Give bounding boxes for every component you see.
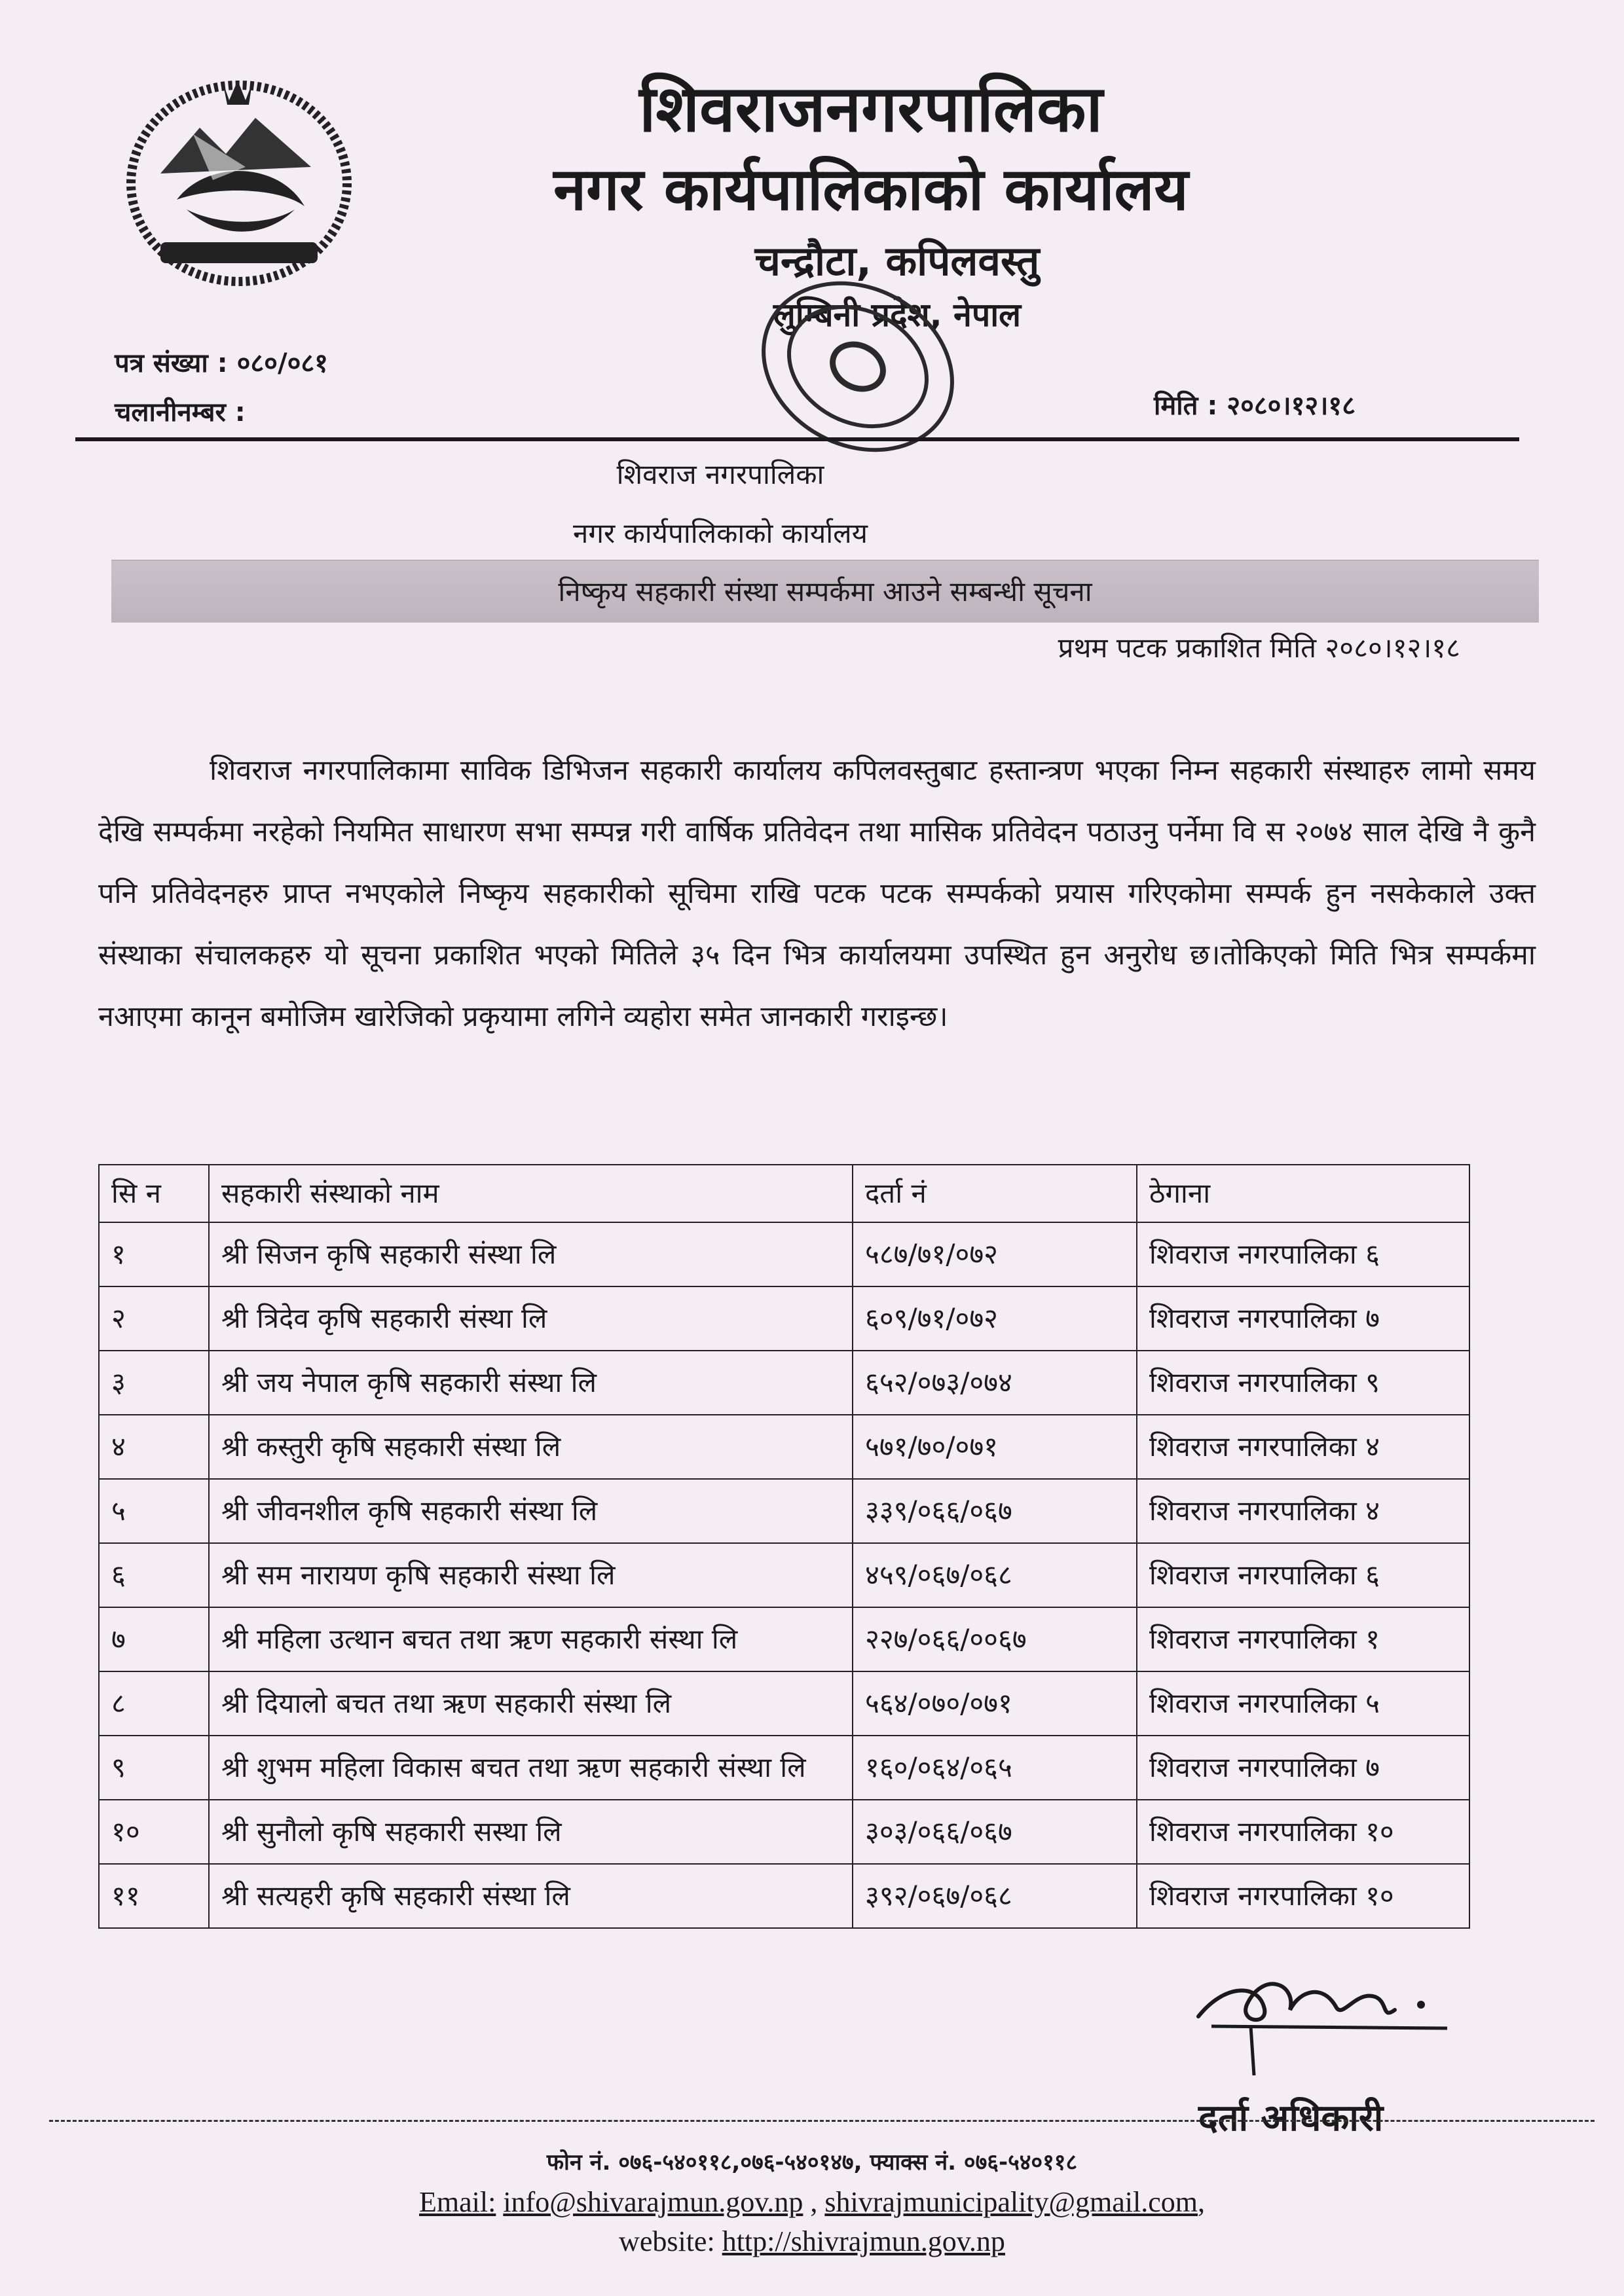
table-row bbox=[99, 1671, 1469, 1736]
col-name-header: सहकारी संस्थाको नाम bbox=[209, 1165, 853, 1222]
table-row bbox=[99, 1286, 1469, 1351]
footer-emails: Email: info@shivarajmun.gov.np , shivrajmunicipality@gmail.com, bbox=[419, 2186, 1205, 2218]
cell-address: शिवराज नगरपालिका ९ bbox=[1137, 1351, 1469, 1415]
cell-reg-no: ३०३/०६६/०६७ bbox=[853, 1800, 1137, 1864]
signature bbox=[1185, 1944, 1460, 2088]
table-row bbox=[99, 1800, 1469, 1864]
dispatch-number: चलानीनम्बर : bbox=[115, 397, 246, 428]
cell-serial: ८ bbox=[99, 1671, 209, 1736]
table-row bbox=[99, 1415, 1469, 1479]
cell-reg-no: ५८७/७१/०७२ bbox=[853, 1222, 1137, 1286]
cell-coop-name: श्री दियालो बचत तथा ऋण सहकारी संस्था लि bbox=[209, 1671, 853, 1736]
website-label: website: bbox=[619, 2225, 715, 2257]
table-row bbox=[99, 1222, 1469, 1286]
cell-address: शिवराज नगरपालिका १० bbox=[1137, 1800, 1469, 1864]
cell-address: शिवराज नगरपालिका ६ bbox=[1137, 1543, 1469, 1607]
cell-reg-no: १६०/०६४/०६५ bbox=[853, 1736, 1137, 1800]
letter-number: पत्र संख्या : ०८०/०८१ bbox=[115, 348, 328, 378]
cell-reg-no: ५६४/०७०/०७१ bbox=[853, 1671, 1137, 1736]
cell-coop-name: श्री सिजन कृषि सहकारी संस्था लि bbox=[209, 1222, 853, 1286]
signatory-title: दर्ता अधिकारी bbox=[1198, 2097, 1384, 2140]
cell-coop-name: श्री कस्तुरी कृषि सहकारी संस्था लि bbox=[209, 1415, 853, 1479]
cell-reg-no: ३९२/०६७/०६८ bbox=[853, 1864, 1137, 1928]
cell-serial: ११ bbox=[99, 1864, 209, 1928]
table-row bbox=[99, 1736, 1469, 1800]
cell-address: शिवराज नगरपालिका ५ bbox=[1137, 1671, 1469, 1736]
table-row bbox=[99, 1479, 1469, 1543]
cell-serial: १ bbox=[99, 1222, 209, 1286]
header-divider bbox=[75, 437, 1519, 441]
cell-serial: १० bbox=[99, 1800, 209, 1864]
email-link-2[interactable]: shivrajmunicipality@gmail.com bbox=[824, 2186, 1198, 2218]
cell-reg-no: ३३९/०६६/०६७ bbox=[853, 1479, 1137, 1543]
email-label: Email: bbox=[419, 2186, 496, 2218]
notice-body: शिवराज नगरपालिकामा साविक डिभिजन सहकारी कार्यालय कपिलवस्तुबाट हस्तान्त्रण भएका निम्न सहकारी संस्थाहरु लामो समय देखि सम्पर्कमा नरहेको नियमित साधारण सभा सम्पन्न गरी वार्षिक प्रतिवेदन तथा मासिक प्रतिवेदन पठाउनु पर्नेमा वि स २०७४ साल देखि नै कुनै पनि प्रतिवेदनहरु प्राप्त नभएकोले निष्कृय सहकारीको सूचिमा राखि पटक पटक सम्पर्कको प्रयास गरिएकोमा सम्पर्क हुन नसकेकाले उक्त संस्थाका संचालकहरु यो सूचना प्रकाशित भएको मितिले ३५ दिन भित्र कार्यालयमा उपस्थित हुन अनुरोध छ।तोकिएको मिति भित्र सम्पर्कमा नआएमा कानून बमोजिम खारेजिको प्रकृयामा लगिने व्यहोरा समेत जानकारी गराइन्छ। bbox=[98, 754, 1536, 1033]
table-row bbox=[99, 1543, 1469, 1607]
cell-address: शिवराज नगरपालिका ७ bbox=[1137, 1736, 1469, 1800]
table-row bbox=[99, 1607, 1469, 1671]
cell-serial: ५ bbox=[99, 1479, 209, 1543]
cell-address: शिवराज नगरपालिका १ bbox=[1137, 1607, 1469, 1671]
cell-serial: ६ bbox=[99, 1543, 209, 1607]
col-regno-header: दर्ता नं bbox=[853, 1165, 1137, 1222]
cell-serial: ४ bbox=[99, 1415, 209, 1479]
published-date: प्रथम पटक प्रकाशित मिति २०८०।१२।१८ bbox=[1058, 632, 1460, 664]
office-stamp bbox=[733, 249, 982, 484]
subheader-office: नगर कार्यपालिकाको कार्यालय bbox=[573, 517, 868, 549]
municipality-name: शिवराजनगरपालिका bbox=[639, 72, 1103, 147]
table-header-row bbox=[99, 1165, 1469, 1222]
cell-reg-no: ६५२/०७३/०७४ bbox=[853, 1351, 1137, 1415]
cell-coop-name: श्री महिला उत्थान बचत तथा ऋण सहकारी संस्था लि bbox=[209, 1607, 853, 1671]
cell-reg-no: ६०९/७१/०७२ bbox=[853, 1286, 1137, 1351]
cell-coop-name: श्री सत्यहरी कृषि सहकारी संस्था लि bbox=[209, 1864, 853, 1928]
cell-serial: ९ bbox=[99, 1736, 209, 1800]
notice-title: निष्कृय सहकारी संस्था सम्पर्कमा आउने सम्बन्धी सूचना bbox=[111, 560, 1539, 623]
footer-phone: फोन नं. ०७६-५४०११८,०७६-५४०१४७, फ्याक्स नं. ०७६-५४०११८ bbox=[546, 2149, 1078, 2176]
cell-reg-no: ४५९/०६७/०६८ bbox=[853, 1543, 1137, 1607]
subheader-municipality: शिवराज नगरपालिका bbox=[616, 458, 824, 490]
cell-address: शिवराज नगरपालिका ४ bbox=[1137, 1479, 1469, 1543]
cell-serial: २ bbox=[99, 1286, 209, 1351]
footer-divider bbox=[49, 2120, 1595, 2122]
cell-reg-no: २२७/०६६/००६७ bbox=[853, 1607, 1137, 1671]
cooperatives-table bbox=[98, 1164, 1470, 1929]
cell-address: शिवराज नगरपालिका ४ bbox=[1137, 1415, 1469, 1479]
col-serial-header: सि न bbox=[99, 1165, 209, 1222]
cell-coop-name: श्री जीवनशील कृषि सहकारी संस्था लि bbox=[209, 1479, 853, 1543]
email-link-1[interactable]: info@shivarajmun.gov.np bbox=[503, 2186, 803, 2218]
table-row bbox=[99, 1864, 1469, 1928]
email-separator: , bbox=[810, 2186, 818, 2218]
office-name: नगर कार्यपालिकाको कार्यालय bbox=[553, 155, 1189, 224]
letter-date: मिति : २०८०।१२।१८ bbox=[1153, 391, 1356, 421]
cell-address: शिवराज नगरपालिका ६ bbox=[1137, 1222, 1469, 1286]
cell-reg-no: ५७१/७०/०७१ bbox=[853, 1415, 1137, 1479]
col-address-header: ठेगाना bbox=[1137, 1165, 1469, 1222]
footer-website bbox=[0, 2225, 1624, 2258]
cell-address: शिवराज नगरपालिका १० bbox=[1137, 1864, 1469, 1928]
table-row bbox=[99, 1351, 1469, 1415]
cell-serial: ७ bbox=[99, 1607, 209, 1671]
cell-coop-name: श्री त्रिदेव कृषि सहकारी संस्था लि bbox=[209, 1286, 853, 1351]
website-link[interactable]: http://shivrajmun.gov.np bbox=[722, 2225, 1005, 2257]
cell-coop-name: श्री शुभम महिला विकास बचत तथा ऋण सहकारी संस्था लि bbox=[209, 1736, 853, 1800]
cell-coop-name: श्री जय नेपाल कृषि सहकारी संस्था लि bbox=[209, 1351, 853, 1415]
cell-address: शिवराज नगरपालिका ७ bbox=[1137, 1286, 1469, 1351]
cell-coop-name: श्री सुनौलो कृषि सहकारी सस्था लि bbox=[209, 1800, 853, 1864]
cell-coop-name: श्री सम नारायण कृषि सहकारी संस्था लि bbox=[209, 1543, 853, 1607]
office-province: लुम्बिनी प्रदेश, नेपाल bbox=[773, 296, 1022, 334]
office-location: चन्द्रौटा, कपिलवस्तु bbox=[754, 237, 1040, 285]
cell-serial: ३ bbox=[99, 1351, 209, 1415]
